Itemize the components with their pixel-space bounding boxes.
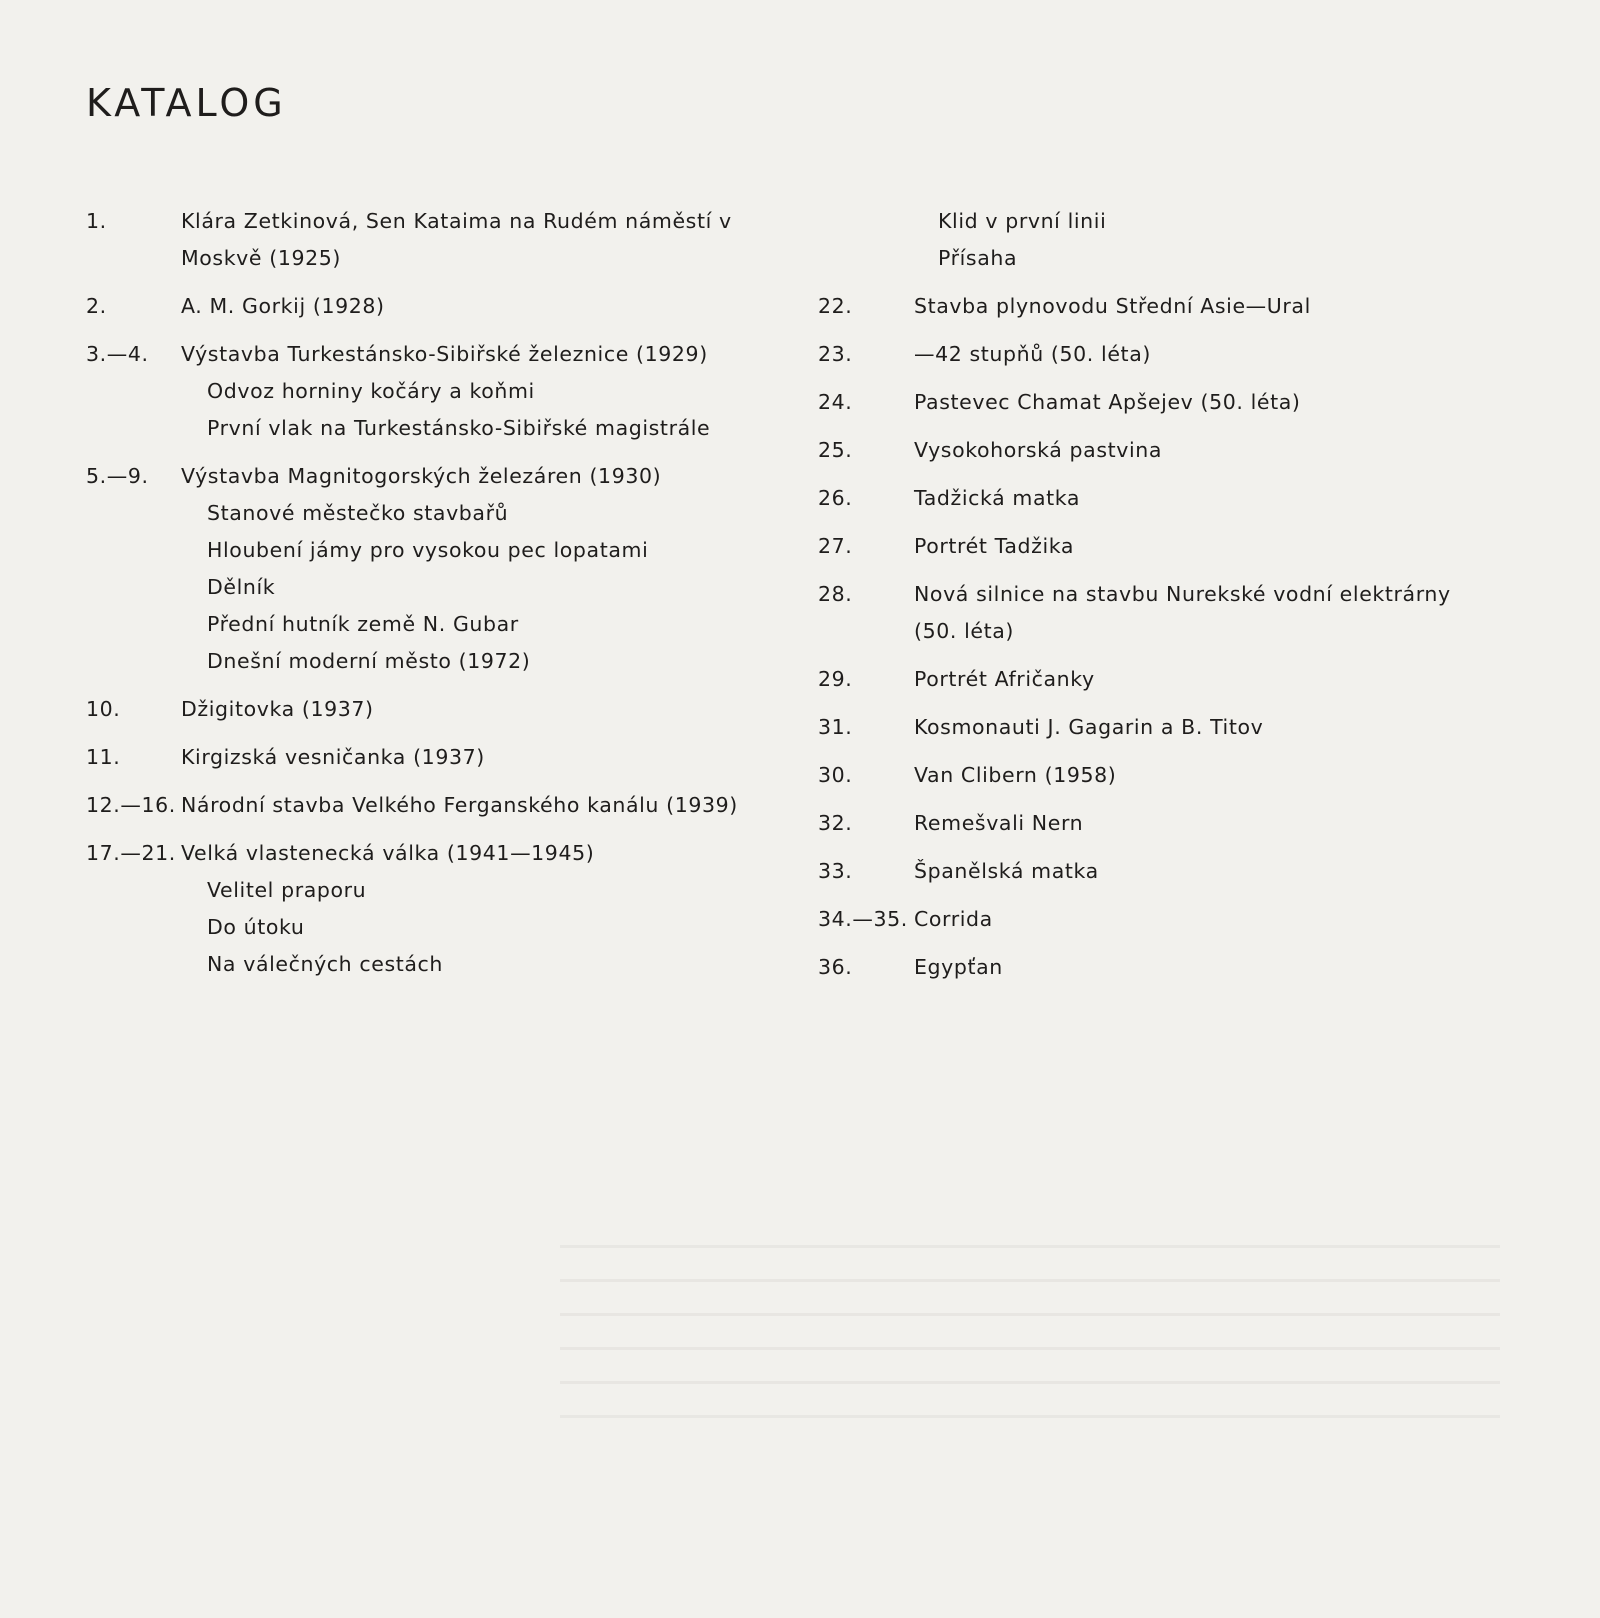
entry-number: 2. [86, 294, 107, 318]
catalog-entry [818, 384, 1498, 421]
entry-text: Portrét Tadžika [914, 534, 1075, 558]
catalog-entry [818, 480, 1498, 517]
show-through-line [560, 1381, 1500, 1384]
entry-number: 30. [818, 763, 853, 787]
entry-text: Remešvali Nern [914, 811, 1084, 835]
entry-text: —42 stupňů (50. léta) [914, 342, 1151, 366]
catalog-entry [86, 336, 766, 447]
show-through-line [560, 1347, 1500, 1350]
entry-text: Pastevec Chamat Apšejev (50. léta) [914, 390, 1301, 414]
entry-text: Výstavba Turkestánsko-Sibiřské železnice (1929) [181, 342, 708, 366]
entry-subitem: Dělník [207, 575, 276, 599]
show-through-line [560, 1245, 1500, 1248]
entry-subitem: Stanové městečko stavbařů [207, 501, 509, 525]
entry-text: Stavba plynovodu Střední Asie—Ural [914, 294, 1311, 318]
catalog-entry [86, 739, 766, 776]
entry-number: 22. [818, 294, 853, 318]
catalog-entry [818, 661, 1498, 698]
catalog-entry [818, 576, 1498, 650]
entry-number: 3.—4. [86, 342, 149, 366]
entry-number: 26. [818, 486, 853, 510]
entry-text: Egypťan [914, 955, 1003, 979]
catalog-entry [818, 757, 1498, 794]
show-through-line [560, 1279, 1500, 1282]
entry-subitem: Dnešní moderní město (1972) [207, 649, 531, 673]
catalog-entry [818, 288, 1498, 325]
entry-subitem: Na válečných cestách [207, 952, 444, 976]
entry-text: Výstavba Magnitogorských železáren (1930) [181, 464, 662, 488]
catalog-entry [86, 458, 766, 680]
catalog-entry [818, 528, 1498, 565]
entry-number: 32. [818, 811, 853, 835]
catalog-entry [818, 709, 1498, 746]
entry-number: 17.—21. [86, 841, 176, 865]
entry-number: 12.—16. [86, 793, 176, 817]
entry-text: Klára Zetkinová, Sen Kataima na Rudém náměstí v Moskvě (1925) [181, 209, 732, 270]
show-through-line [560, 1415, 1500, 1418]
entry-text: Vysokohorská pastvina [914, 438, 1163, 462]
entry-text: Národní stavba Velkého Ferganského kanálu (1939) [181, 793, 738, 817]
entry-subitem: Odvoz horniny kočáry a koňmi [207, 379, 535, 403]
entry-number: 10. [86, 697, 121, 721]
entry-number: 31. [818, 715, 853, 739]
entry-text: Corrida [914, 907, 993, 931]
catalog-entry [86, 787, 766, 824]
catalog-entry [818, 949, 1498, 986]
entry-number: 33. [818, 859, 853, 883]
entry-subitem: Do útoku [207, 915, 305, 939]
entry-text: A. M. Gorkij (1928) [181, 294, 385, 318]
catalog-entry [86, 835, 766, 983]
catalog-entry [818, 805, 1498, 842]
entry-number: 24. [818, 390, 853, 414]
entry-text: Kosmonauti J. Gagarin a B. Titov [914, 715, 1264, 739]
entry-number: 36. [818, 955, 853, 979]
show-through-line [560, 1313, 1500, 1316]
entry-subitem: Klid v první linii [938, 209, 1107, 233]
entry-text: Džigitovka (1937) [181, 697, 374, 721]
entry-text: Van Clibern (1958) [914, 763, 1117, 787]
entry-subitem: První vlak na Turkestánsko-Sibiřské magistrále [207, 416, 711, 440]
catalog-entry [86, 288, 766, 325]
entry-subitem: Přísaha [938, 246, 1018, 270]
entry-text: Kirgizská vesničanka (1937) [181, 745, 485, 769]
entry-number: 34.—35. [818, 907, 908, 931]
left-column [86, 203, 766, 994]
entry-number: 5.—9. [86, 464, 149, 488]
catalog-entry [818, 901, 1498, 938]
entry-text: Portrét Afričanky [914, 667, 1095, 691]
entry-text: Španělská matka [914, 859, 1099, 883]
entry-number: 1. [86, 209, 107, 233]
continued-subitems [818, 203, 1498, 277]
entry-subitem: Hloubení jámy pro vysokou pec lopatami [207, 538, 649, 562]
entry-number: 27. [818, 534, 853, 558]
catalog-entry [818, 853, 1498, 890]
entry-text: Nová silnice na stavbu Nurekské vodní elektrárny (50. léta) [914, 582, 1451, 643]
catalog-entry [86, 203, 766, 277]
entry-number: 28. [818, 582, 853, 606]
catalog-entry [818, 336, 1498, 373]
catalog-entry [86, 691, 766, 728]
entry-number: 29. [818, 667, 853, 691]
right-column [818, 203, 1498, 997]
entry-subitem: Velitel praporu [207, 878, 367, 902]
entry-text: Tadžická matka [914, 486, 1081, 510]
entry-number: 25. [818, 438, 853, 462]
catalog-entry [818, 432, 1498, 469]
entry-text: Velká vlastenecká válka (1941—1945) [181, 841, 595, 865]
entry-subitem: Přední hutník země N. Gubar [207, 612, 519, 636]
entry-number: 11. [86, 745, 121, 769]
show-through-text [560, 1245, 1500, 1455]
page-title: KATALOG [86, 81, 287, 125]
entry-number: 23. [818, 342, 853, 366]
